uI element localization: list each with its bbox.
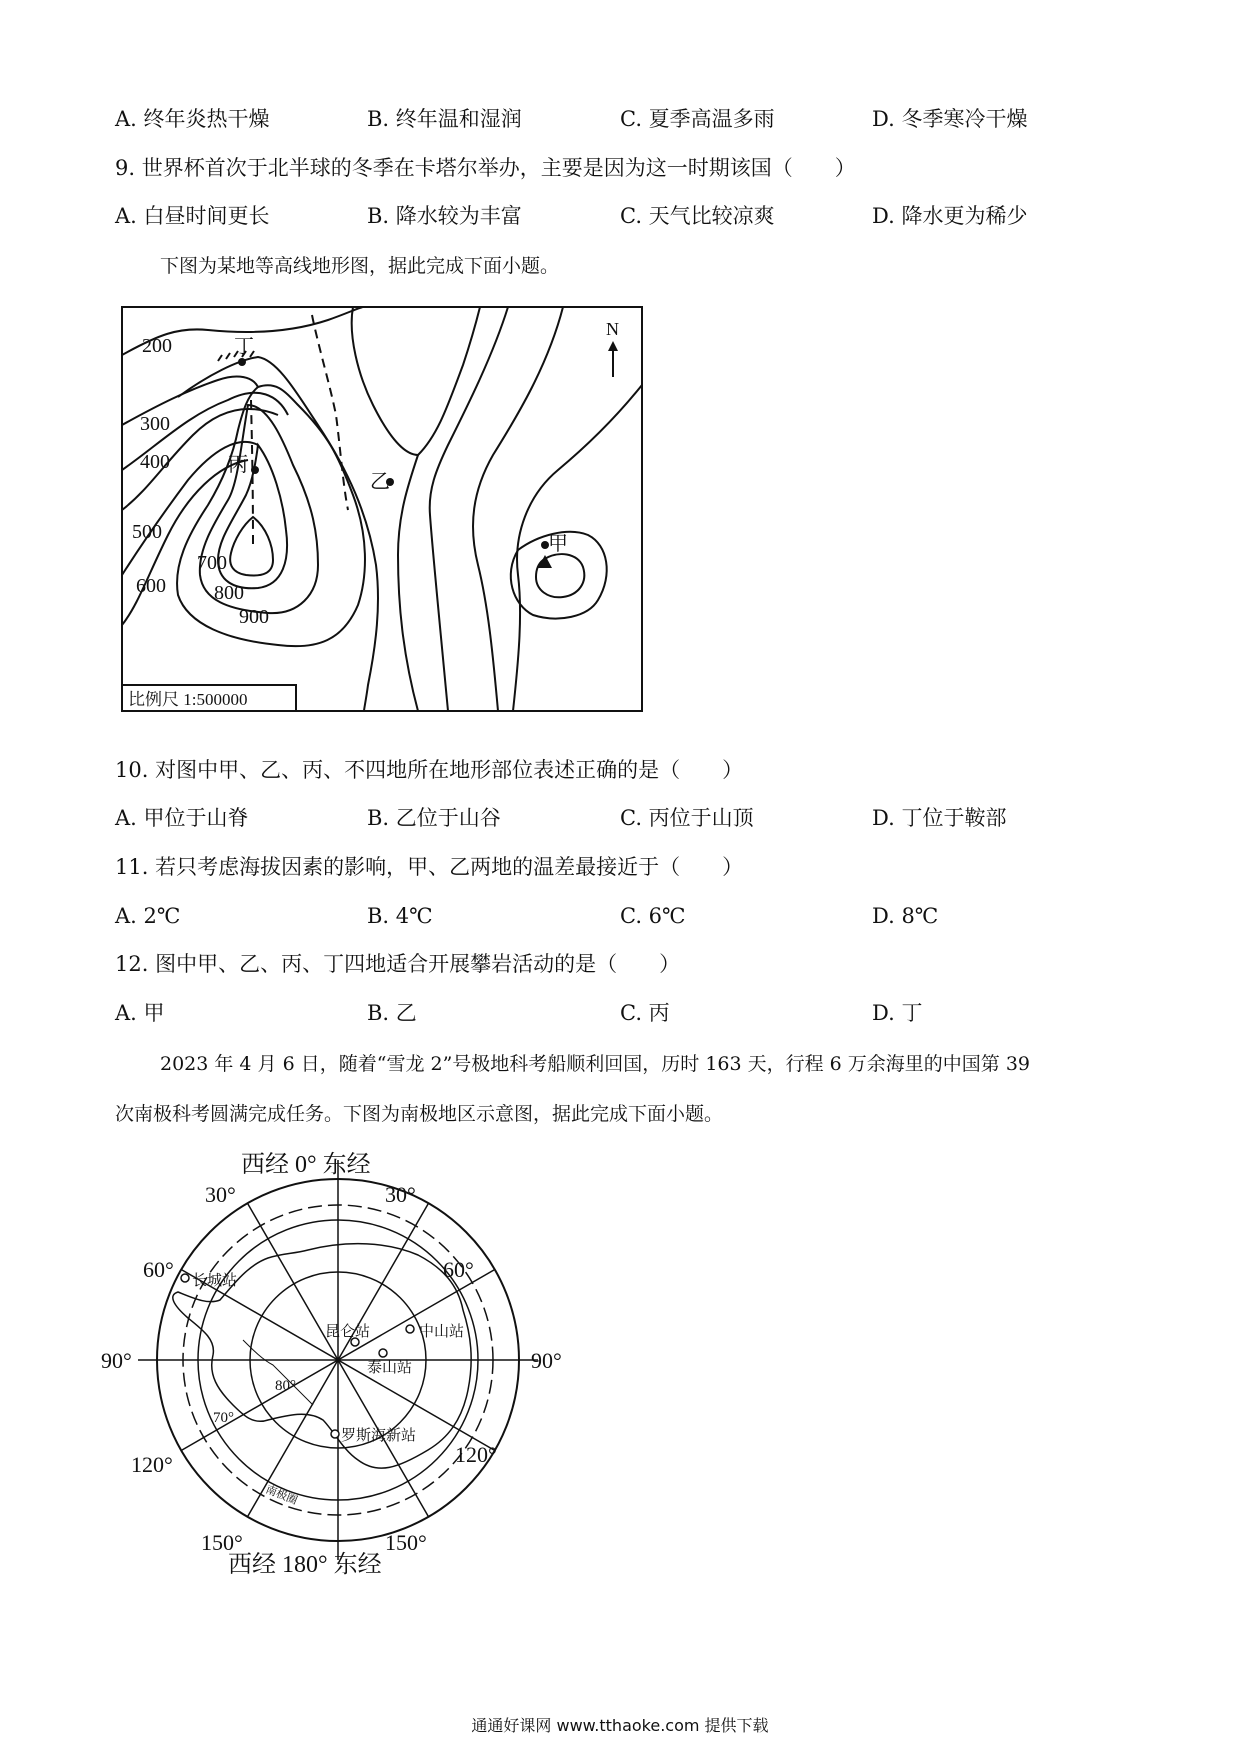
q9-option-b: B. 降水较为丰富 <box>367 204 522 228</box>
q9-option-c: C. 天气比较凉爽 <box>620 204 775 228</box>
q9-option-a: A. 白昼时间更长 <box>115 204 270 228</box>
contour-label-200: 200 <box>142 335 172 357</box>
q8-option-c: C. 夏季高温多雨 <box>620 107 775 131</box>
q10-option-c: C. 丙位于山顶 <box>620 806 754 830</box>
intro-antarctic-line1: 2023 年 4 月 6 日，随着“雪龙 2”号极地科考船顺利回国，历时 163 天，行程 6 万余海里的中国第 39 <box>160 1053 1031 1075</box>
contour-label-900: 900 <box>239 606 269 628</box>
lon-label-60e: 60° <box>443 1257 474 1282</box>
lat-label-80: 80° <box>275 1378 296 1394</box>
point-bing: 丙 <box>228 454 248 476</box>
footer: 通通好课网 www.tthaoke.com 提供下载 <box>471 1716 769 1735</box>
q12-stem: 12. 图中甲、乙、丙、丁四地适合开展攀岩活动的是（ ） <box>115 952 681 976</box>
point-yi: 乙 <box>370 471 390 493</box>
q12-option-d: D. 丁 <box>872 1001 923 1025</box>
station-changcheng: 长城站 <box>192 1273 238 1289</box>
station-taishan: 泰山站 <box>367 1360 413 1376</box>
q10-option-a: A. 甲位于山脊 <box>115 806 249 830</box>
lon-label-90w: 90° <box>101 1348 132 1373</box>
lon-label-150w: 150° <box>201 1530 243 1555</box>
q9-option-d: D. 降水更为稀少 <box>872 204 1028 228</box>
q12-option-c: C. 丙 <box>620 1001 670 1025</box>
lon-label-30e: 30° <box>385 1182 416 1207</box>
lon-label-90e: 90° <box>531 1348 562 1373</box>
q10-option-b: B. 乙位于山谷 <box>367 806 501 830</box>
q9-stem: 9. 世界杯首次于北半球的冬季在卡塔尔举办，主要是因为这一时期该国（ ） <box>115 156 856 180</box>
lat-label-70: 70° <box>213 1410 234 1426</box>
contour-label-500: 500 <box>132 521 162 543</box>
q11-option-a: A. 2℃ <box>115 904 181 928</box>
q10-option-d: D. 丁位于鞍部 <box>872 806 1007 830</box>
lon-label-60w: 60° <box>143 1257 174 1282</box>
lon-label-30w: 30° <box>205 1182 236 1207</box>
q8-option-b: B. 终年温和湿润 <box>367 107 522 131</box>
contour-label-400: 400 <box>140 451 170 473</box>
lon-label-150e: 150° <box>385 1530 427 1555</box>
intro-antarctic-line2: 次南极科考圆满完成任务。下图为南极地区示意图，据此完成下面小题。 <box>115 1103 724 1125</box>
station-luosihai: 罗斯海新站 <box>341 1428 417 1444</box>
station-zhongshan: 中山站 <box>419 1324 465 1340</box>
q8-option-d: D. 冬季寒冷干燥 <box>872 107 1028 131</box>
q12-option-b: B. 乙 <box>367 1001 417 1025</box>
lon-label-120e: 120° <box>455 1442 497 1467</box>
antarctic-circle-label: 南极圈 <box>263 1483 299 1508</box>
lon-label-120w: 120° <box>131 1452 173 1477</box>
contour-label-800: 800 <box>214 582 244 604</box>
station-kunlun: 昆仑站 <box>325 1324 371 1340</box>
antarctic-map <box>95 1140 595 1580</box>
q11-option-c: C. 6℃ <box>620 904 686 928</box>
contour-label-300: 300 <box>140 413 170 435</box>
q10-stem: 10. 对图中甲、乙、丙、不四地所在地形部位表述正确的是（ ） <box>115 758 744 782</box>
north-label: N <box>606 319 619 339</box>
top-label: 西经 0° 东经 <box>241 1152 371 1178</box>
point-jia: 甲 <box>548 533 568 555</box>
intro-contour: 下图为某地等高线地形图，据此完成下面小题。 <box>160 255 560 277</box>
q11-option-b: B. 4℃ <box>367 904 433 928</box>
scale-label: 比例尺 1:500000 <box>128 690 248 709</box>
q12-option-a: A. 甲 <box>115 1001 165 1025</box>
bottom-label: 西经 180° 东经 <box>228 1552 382 1578</box>
contour-label-600: 600 <box>136 575 166 597</box>
q11-option-d: D. 8℃ <box>872 904 939 928</box>
q11-stem: 11. 若只考虑海拔因素的影响，甲、乙两地的温差最接近于（ ） <box>115 855 744 879</box>
point-ding: 丁 <box>234 336 254 358</box>
contour-label-700: 700 <box>197 552 227 574</box>
contour-map <box>118 305 648 713</box>
q8-option-a: A. 终年炎热干燥 <box>115 107 270 131</box>
